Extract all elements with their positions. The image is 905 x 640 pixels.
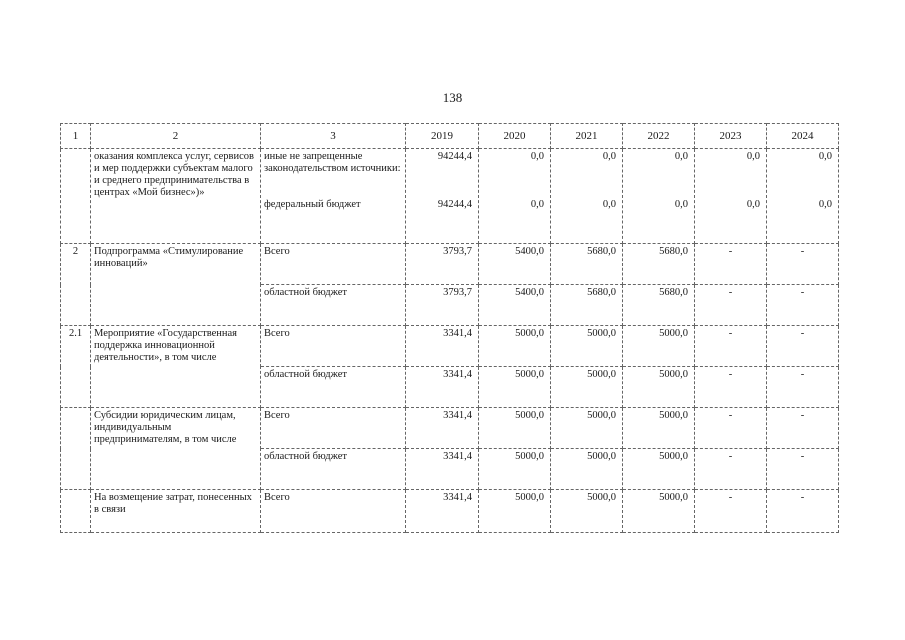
- row-index: 2.1: [61, 326, 91, 408]
- source-label: Всего: [261, 408, 406, 449]
- row-name: Субсидии юридическим лицам, индивидуальным предпринимателям, в том числе: [91, 408, 261, 490]
- header-cell: 2022: [623, 124, 695, 149]
- value-cell: 5000,0: [623, 367, 695, 408]
- value-cell: 5000,0: [551, 326, 623, 367]
- value-cell: 5000,0: [479, 490, 551, 533]
- header-cell: 2020: [479, 124, 551, 149]
- value-cell: 3341,4: [406, 449, 479, 490]
- value-cell: 0,0 0,0: [623, 149, 695, 244]
- value-cell: -: [695, 326, 767, 367]
- value-cell: 3793,7: [406, 285, 479, 326]
- table-row: [61, 149, 839, 244]
- value-cell: -: [695, 244, 767, 285]
- row-index: [61, 149, 91, 244]
- value-cell: 5000,0: [479, 408, 551, 449]
- value-cell: -: [767, 408, 839, 449]
- value-cell: 5680,0: [623, 285, 695, 326]
- value-cell: -: [695, 285, 767, 326]
- value-cell: 5000,0: [479, 367, 551, 408]
- value-cell: 5000,0: [623, 408, 695, 449]
- value-cell: 3341,4: [406, 367, 479, 408]
- table-row: [61, 244, 839, 285]
- value-cell: -: [695, 367, 767, 408]
- value-cell: 5400,0: [479, 244, 551, 285]
- source-label: федеральный бюджет: [264, 199, 361, 210]
- header-cell: 2024: [767, 124, 839, 149]
- value-cell: 5680,0: [551, 244, 623, 285]
- header-cell: 2021: [551, 124, 623, 149]
- source-label: иные не запрещенные законодательством источники:: [264, 151, 401, 174]
- header-cell: 1: [61, 124, 91, 149]
- value-cell: 5000,0: [479, 326, 551, 367]
- header-cell: 2: [91, 124, 261, 149]
- source-cell: [261, 149, 406, 244]
- row-name: Мероприятие «Государственная поддержка инновационной деятельности», в том числе: [91, 326, 261, 408]
- row-name: На возмещение затрат, понесенных в связи: [91, 490, 261, 533]
- header-cell: 2019: [406, 124, 479, 149]
- value-cell: 3793,7: [406, 244, 479, 285]
- value-cell: 5400,0: [479, 285, 551, 326]
- value-cell: -: [695, 408, 767, 449]
- header-cell: 2023: [695, 124, 767, 149]
- source-label: Всего: [261, 244, 406, 285]
- source-label: Всего: [261, 326, 406, 367]
- row-index: [61, 408, 91, 490]
- source-label: областной бюджет: [261, 367, 406, 408]
- value-cell: 94244,4 94244,4: [406, 149, 479, 244]
- value-cell: 3341,4: [406, 490, 479, 533]
- value-cell: -: [695, 490, 767, 533]
- value-cell: 0,0 0,0: [767, 149, 839, 244]
- page-number: 138: [442, 90, 463, 105]
- value-cell: -: [767, 244, 839, 285]
- table-row: [61, 490, 839, 533]
- value-cell: 3341,4: [406, 408, 479, 449]
- value-cell: 0,0 0,0: [695, 149, 767, 244]
- value-cell: 5000,0: [623, 449, 695, 490]
- value-cell: 5000,0: [551, 449, 623, 490]
- value-cell: 5000,0: [479, 449, 551, 490]
- value-cell: 5680,0: [623, 244, 695, 285]
- value-cell: -: [767, 326, 839, 367]
- row-index: 2: [61, 244, 91, 326]
- row-name: Подпрограмма «Стимулирование инноваций»: [91, 244, 261, 326]
- value-cell: 0,0 0,0: [551, 149, 623, 244]
- value-cell: -: [767, 367, 839, 408]
- value-cell: -: [767, 490, 839, 533]
- value-cell: -: [767, 285, 839, 326]
- row-index: [61, 490, 91, 533]
- table-row: [61, 408, 839, 449]
- value-cell: -: [767, 449, 839, 490]
- value-cell: 5000,0: [551, 367, 623, 408]
- budget-table: [60, 123, 839, 533]
- value-cell: 5000,0: [623, 326, 695, 367]
- source-label: Всего: [261, 490, 406, 533]
- value-cell: 3341,4: [406, 326, 479, 367]
- table-row: [61, 326, 839, 367]
- value-cell: 5000,0: [623, 490, 695, 533]
- header-cell: 3: [261, 124, 406, 149]
- value-cell: 5680,0: [551, 285, 623, 326]
- value-cell: 5000,0: [551, 408, 623, 449]
- row-name: оказания комплекса услуг, сервисов и мер поддержки субъектам малого и среднего предпринимательства в центрах «Мой бизнес»)»: [91, 149, 261, 244]
- value-cell: 5000,0: [551, 490, 623, 533]
- value-cell: -: [695, 449, 767, 490]
- table-header-row: [61, 124, 839, 149]
- source-label: областной бюджет: [261, 449, 406, 490]
- value-cell: 0,0 0,0: [479, 149, 551, 244]
- source-label: областной бюджет: [261, 285, 406, 326]
